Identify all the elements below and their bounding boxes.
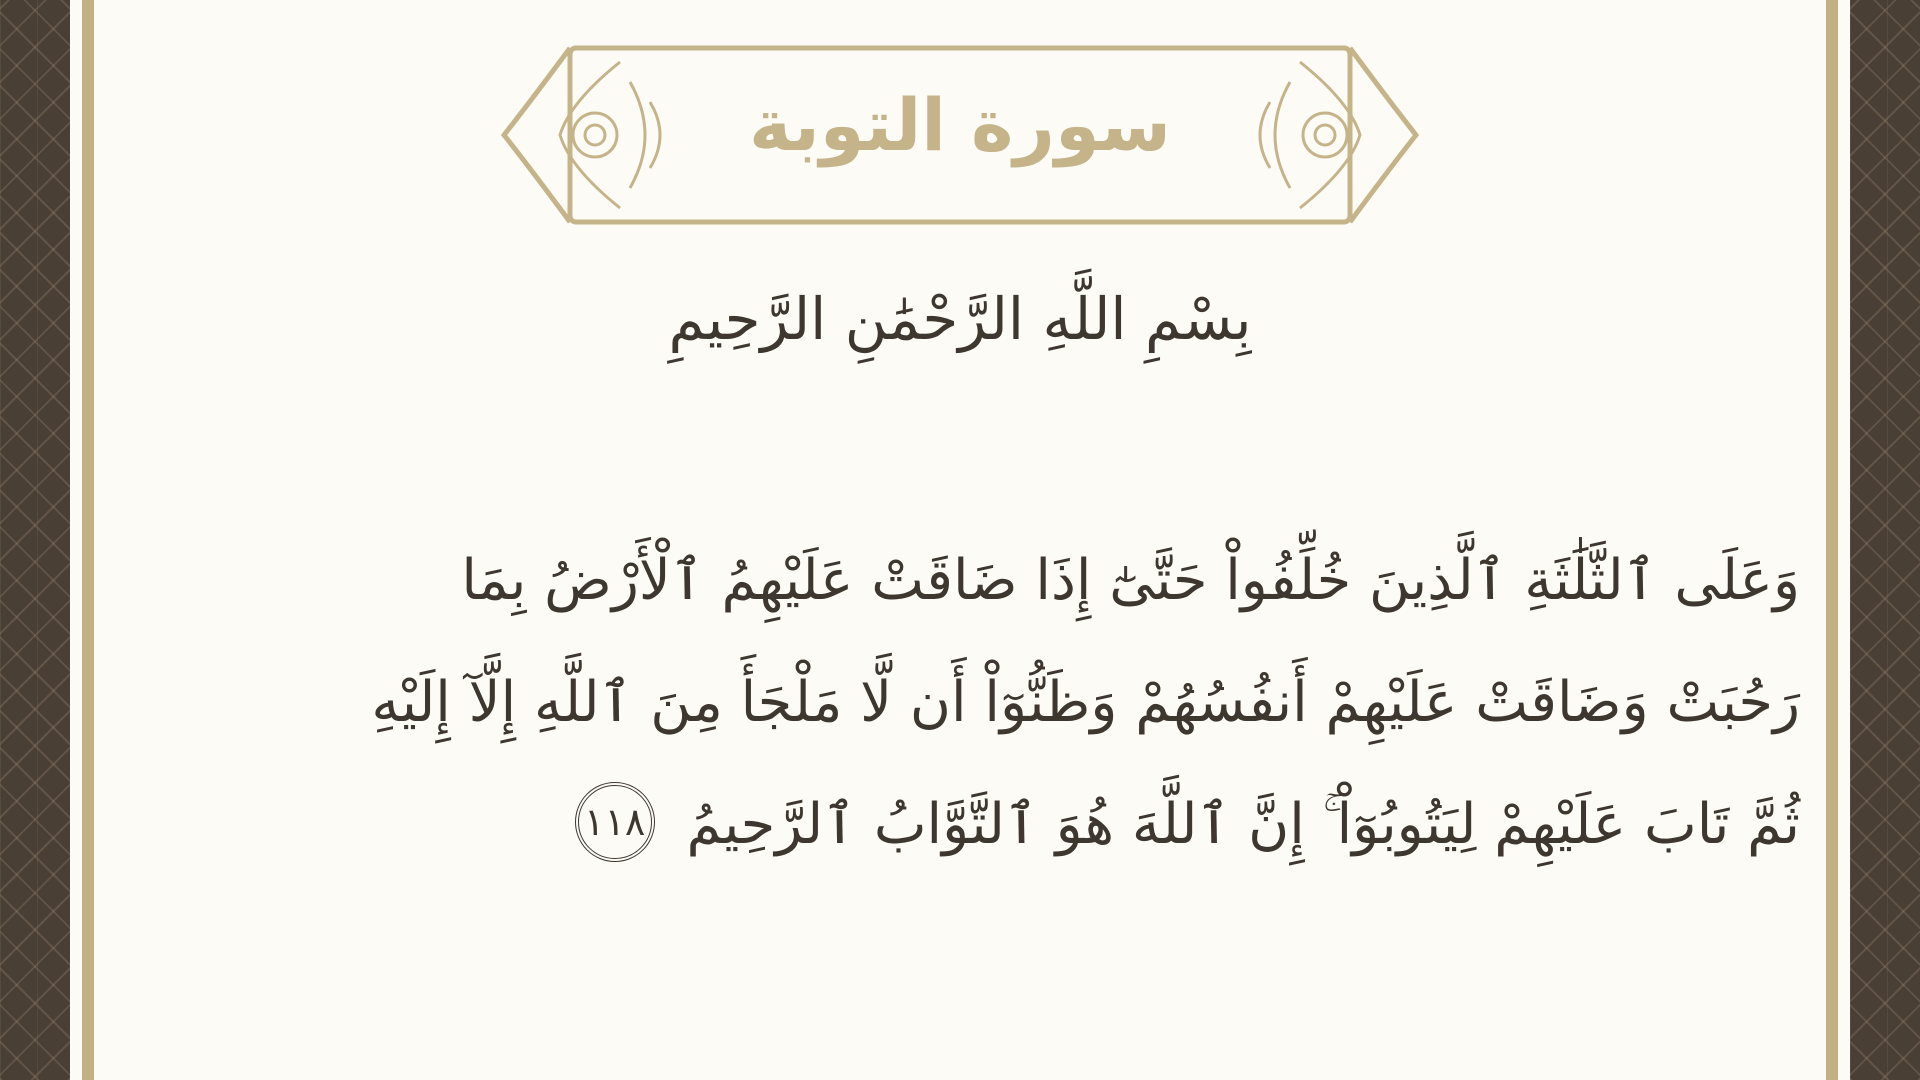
left-gold-rule <box>82 0 94 1080</box>
basmala: بِسْمِ اللَّهِ الرَّحْمَٰنِ الرَّحِيمِ <box>668 285 1252 353</box>
right-decorative-border <box>1850 0 1920 1080</box>
verse-line-3-text: ثُمَّ تَابَ عَلَيْهِمْ لِيَتُوبُوٓاْ ۚ إِنَّ ٱللَّهَ هُوَ ٱلتَّوَّابُ ٱلرَّحِيمُ <box>686 792 1800 857</box>
verse-line-3 <box>220 764 1800 886</box>
verse-line-2: رَحُبَتْ وَضَاقَتْ عَلَيْهِمْ أَنفُسُهُمْ وَظَنُّوٓاْ أَن لَّا مَلْجَأَ مِنَ ٱللَّهِ إِلَّآ إِلَيْهِ <box>371 670 1800 735</box>
verse-text <box>220 520 1800 886</box>
left-decorative-border <box>0 0 70 1080</box>
surah-title-frame <box>500 42 1420 228</box>
right-gold-rule <box>1826 0 1838 1080</box>
surah-title: سورة التوبة <box>749 83 1171 167</box>
verse-line-1: وَعَلَى ٱلثَّلَٰثَةِ ٱلَّذِينَ خُلِّفُواْ حَتَّىٰٓ إِذَا ضَاقَتْ عَلَيْهِمُ ٱلْأَرْضُ بِمَا <box>461 548 1800 613</box>
ayah-number-marker: ١١٨ <box>575 782 655 862</box>
